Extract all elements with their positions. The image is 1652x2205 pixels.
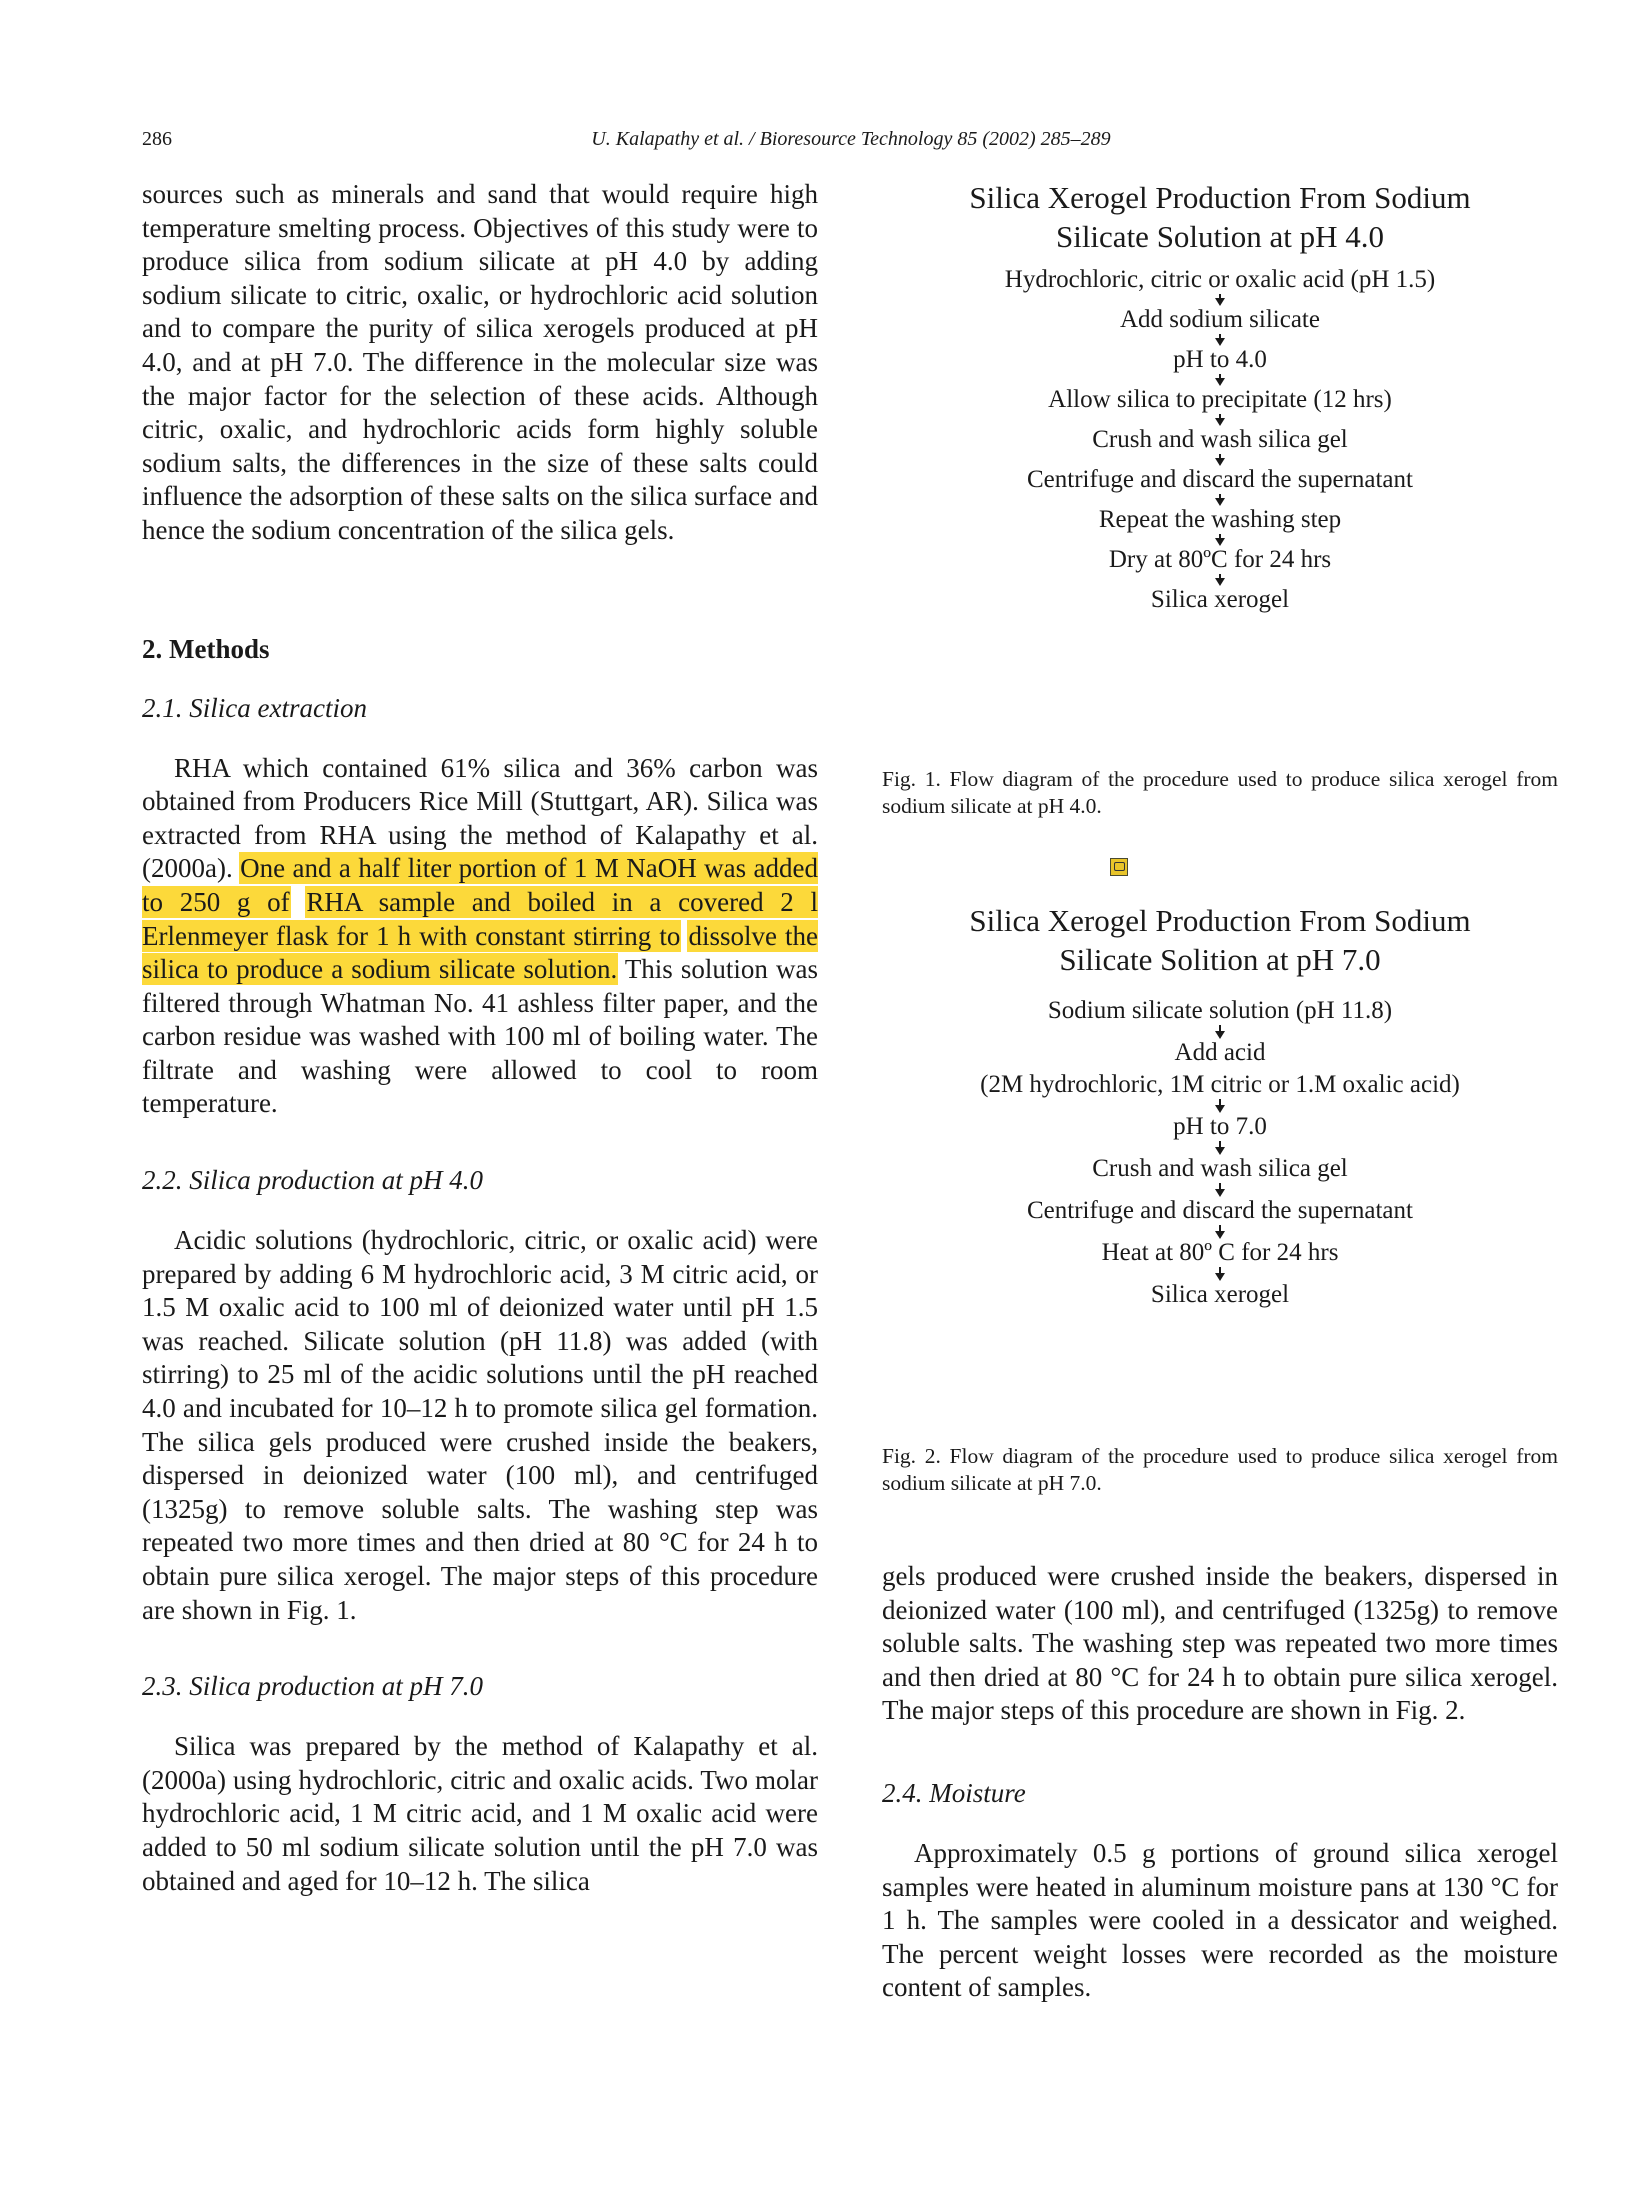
fig1-step: Crush and wash silica gel <box>1092 426 1348 453</box>
fig1-step: Repeat the washing step <box>1098 506 1342 533</box>
figure-2-flow-diagram <box>882 901 1558 1309</box>
right-column-text <box>882 1560 1558 2005</box>
figure-2-caption: Fig. 2. Flow diagram of the procedure used to produce silica xerogel from sodium silicate at pH 7.0. <box>882 1444 1558 1495</box>
fig2-step: (2M hydrochloric, 1M citric or 1.M oxalic acid) <box>980 1071 1460 1098</box>
figure-1-flow-diagram <box>882 178 1558 614</box>
figure-1-caption: Fig. 1. Flow diagram of the procedure used to produce silica xerogel from sodium silicate at pH 4.0. <box>882 767 1558 818</box>
flow-arrow-icon <box>1215 1183 1225 1197</box>
flow-arrow-icon <box>1215 1225 1225 1239</box>
section-2-1-heading: 2.1. Silica extraction <box>142 692 367 723</box>
section-2-4-heading: 2.4. Moisture <box>882 1777 1026 1808</box>
fig1-step: Dry at 80ºC for 24 hrs <box>1108 546 1332 573</box>
flow-arrow-icon <box>1215 1099 1225 1113</box>
fig2-step: Crush and wash silica gel <box>1092 1155 1348 1182</box>
comment-note-icon[interactable] <box>1110 858 1128 876</box>
flow-arrow-icon <box>1215 454 1225 466</box>
intro-paragraph: sources such as minerals and sand that would require high temperature smelting process. Objectives of this study were to produce silica from sodium silicate at pH 4.0 by adding sodium silicate to citric, oxalic, or hydrochloric acid solution and to compare the purity of silica xerogels produced at pH 4.0, and at pH 7.0. The difference in the molecular size was the major factor for the selection of these acids. Although citric, oxalic, and hydrochloric acids form highly soluble sodium salts, the differences in the size of these salts could influence the adsorption of these salts on the silica surface and hence the sodium concentration of the silica gels. <box>142 179 818 545</box>
flow-arrow-icon <box>1215 1025 1225 1039</box>
section-2-1-text-a: RHA which contained 61% silica and 36% carbon was obtained from Producers Rice Mill (Stuttgart, AR). Silica was extracted from RHA using the method of Kalapathy et al. (2000a). <box>142 752 818 884</box>
fig1-step: Centrifuge and discard the supernatant <box>1027 466 1413 493</box>
figure-1-steps <box>882 266 1558 614</box>
running-title: U. Kalapathy et al. / Bioresource Technology 85 (2002) 285–289 <box>591 128 1111 150</box>
section-2-3-paragraph: Silica was prepared by the method of Kalapathy et al. (2000a) using hydrochloric, citric and oxalic acids. Two molar hydrochloric acid, 1 M citric acid, and 1 M oxalic acid were added to 50 ml sodium silicate solution until the pH 7.0 was obtained and aged for 10–12 h. The silica <box>142 1731 818 1896</box>
flow-arrow-icon <box>1215 574 1225 586</box>
fig1-step: pH to 4.0 <box>1173 346 1267 373</box>
section-2-2-heading: 2.2. Silica production at pH 4.0 <box>142 1165 483 1196</box>
page-header <box>142 128 1560 158</box>
figure-2-title-line-2: Silicate Solition at pH 7.0 <box>1059 942 1381 977</box>
flow-arrow-icon <box>1215 374 1225 386</box>
fig2-step: Silica xerogel <box>1150 1281 1290 1308</box>
flow-arrow-icon <box>1215 494 1225 506</box>
fig2-step: Heat at 80º C for 24 hrs <box>1101 1239 1339 1266</box>
section-2-2-paragraph: Acidic solutions (hydrochloric, citric, or oxalic acid) were prepared by adding 6 M hydrochloric acid, 3 M citric acid, or 1.5 M oxalic acid to 100 ml of deionized water until pH 1.5 was reached. Silicate solution (pH 11.8) was added (with stirring) to 25 ml of the acidic solutions until the pH reached 4.0 and incubated for 10–12 h to promote silica gel formation. The silica gels produced were crushed inside the beakers, dispersed in deionized water (100 ml), and centrifuged (1325g) to remove soluble salts. The washing step was repeated two more times and then dried at 80 °C for 24 h to obtain pure silica xerogel. The major steps of this procedure are shown in Fig. 1. <box>142 1225 818 1625</box>
fig2-step: Sodium silicate solution (pH 11.8) <box>1047 997 1393 1024</box>
fig1-step: Allow silica to precipitate (12 hrs) <box>1048 386 1392 413</box>
fig2-step: pH to 7.0 <box>1173 1113 1267 1140</box>
flow-arrow-icon <box>1215 414 1225 426</box>
flow-arrow-icon <box>1215 1267 1225 1281</box>
section-2-3-heading: 2.3. Silica production at pH 7.0 <box>142 1671 483 1702</box>
fig2-step: Centrifuge and discard the supernatant <box>1027 1197 1413 1224</box>
figure-2-title-line-1: Silica Xerogel Production From Sodium <box>969 903 1471 938</box>
section-2-1-paragraph <box>142 752 818 1122</box>
left-column <box>142 178 818 1898</box>
page-number: 286 <box>142 128 172 150</box>
highlight-2[interactable]: RHA sample and boiled in a covered 2 l Erlenmeyer flask for 1 h with constant stirring to <box>142 886 818 951</box>
fig1-step: Hydrochloric, citric or oxalic acid (pH 1.5) <box>1004 266 1436 293</box>
highlight-3[interactable]: dissolve the silica to produce a sodium silicate solution. <box>142 920 818 985</box>
methods-heading: 2. Methods <box>142 633 270 664</box>
section-2-1-text-b: This solution was filtered through Whatman No. 41 ashless filter paper, and the carbon residue was washed with 100 ml of boiling water. The filtrate and washing were allowed to cool to room temperature. <box>142 954 818 1119</box>
flow-arrow-icon <box>1215 534 1225 546</box>
highlight-1[interactable]: One and a half liter portion of 1 M NaOH was added to 250 g of <box>142 853 819 917</box>
fig1-step: Add sodium silicate <box>1120 306 1320 333</box>
section-2-4-paragraph: Approximately 0.5 g portions of ground silica xerogel samples were heated in aluminum moisture pans at 130 °C for 1 h. The samples were cooled in a dessicator and weighed. The percent weight losses were recorded as the moisture content of samples. <box>882 1837 1558 2003</box>
flow-arrow-icon <box>1215 294 1225 306</box>
figure-2-steps <box>882 997 1558 1309</box>
flow-arrow-icon <box>1215 1141 1225 1155</box>
figure-1-title-line-2: Silicate Solution at pH 4.0 <box>1055 219 1385 254</box>
fig2-step: Add acid <box>1174 1039 1266 1066</box>
fig2-procedure-continuation: gels produced were crushed inside the beakers, dispersed in deionized water (100 ml), and centrifuged (1325g) to remove soluble salts. The washing step was repeated two more times and then dried at 80 °C for 24 h to obtain pure silica xerogel. The major steps of this procedure are shown in Fig. 2. <box>882 1561 1558 1726</box>
figure-1-title-line-1: Silica Xerogel Production From Sodium <box>969 180 1471 215</box>
flow-arrow-icon <box>1215 334 1225 346</box>
fig1-step: Silica xerogel <box>1150 586 1290 613</box>
